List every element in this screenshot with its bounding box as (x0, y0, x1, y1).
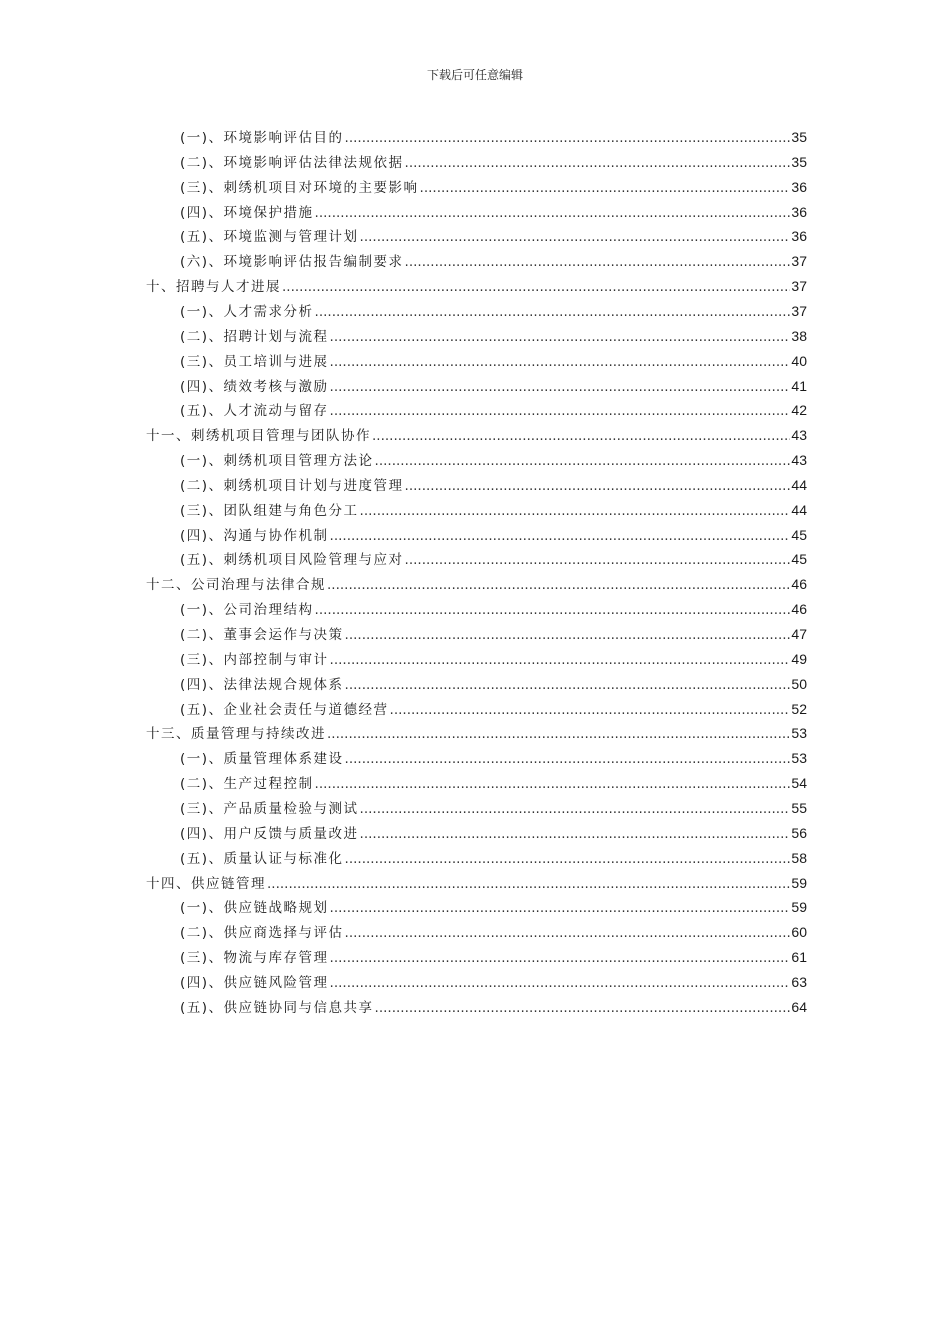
toc-section-entry[interactable] (180, 623, 807, 643)
toc-dot-leader (345, 130, 791, 146)
toc-dot-leader (330, 900, 791, 916)
toc-entry-title: (二)、招聘计划与流程 (180, 328, 329, 345)
toc-dot-leader (345, 627, 791, 643)
toc-entry-title: (四)、环境保护措施 (180, 204, 314, 221)
toc-dot-leader (267, 876, 790, 892)
toc-dot-leader (330, 528, 791, 544)
toc-entry-title: (六)、环境影响评估报告编制要求 (180, 254, 404, 271)
toc-page-number: 58 (791, 849, 807, 866)
toc-chapter-entry[interactable] (146, 722, 807, 742)
toc-dot-leader (360, 826, 791, 842)
toc-page-number: 35 (791, 129, 807, 145)
toc-entry-title: (一)、环境影响评估目的 (180, 130, 344, 146)
toc-dot-leader (390, 702, 791, 718)
toc-page-number: 35 (791, 153, 807, 170)
toc-page-number: 37 (791, 278, 807, 295)
toc-section-entry[interactable] (180, 250, 807, 270)
toc-page-number: 59 (791, 899, 807, 916)
toc-entry-title: (五)、刺绣机项目风险管理与应对 (180, 552, 404, 569)
toc-dot-leader (405, 552, 791, 568)
toc-page-number: 46 (791, 601, 807, 618)
toc-page-number: 43 (791, 452, 807, 469)
toc-entry-title: (三)、产品质量检验与测试 (180, 800, 359, 817)
toc-page-number: 45 (791, 526, 807, 543)
toc-entry-title: (四)、供应链风险管理 (180, 974, 329, 991)
toc-entry-title: (一)、刺绣机项目管理方法论 (180, 453, 374, 470)
toc-page-number: 50 (791, 675, 807, 692)
toc-entry-title: (一)、人才需求分析 (180, 303, 314, 320)
toc-entry-title: (五)、质量认证与标准化 (180, 850, 344, 867)
toc-dot-leader (315, 776, 791, 792)
toc-section-entry[interactable] (180, 325, 807, 345)
toc-page-number: 60 (791, 924, 807, 941)
toc-entry-title: 十、招聘与人才进展 (146, 279, 281, 296)
toc-entry-title: (四)、法律法规合规体系 (180, 676, 344, 693)
toc-entry-title: (四)、绩效考核与激励 (180, 378, 329, 395)
toc-dot-leader (375, 453, 791, 469)
toc-section-entry[interactable] (180, 300, 807, 320)
toc-dot-leader (327, 577, 790, 593)
toc-dot-leader (315, 602, 791, 618)
toc-dot-leader (345, 677, 791, 693)
toc-entry-title: (五)、供应链协同与信息共享 (180, 999, 374, 1016)
toc-page-number: 44 (791, 476, 807, 493)
toc-section-entry[interactable] (180, 225, 807, 245)
toc-dot-leader (405, 254, 791, 270)
toc-section-entry[interactable] (180, 176, 807, 196)
toc-section-entry[interactable] (180, 797, 807, 817)
toc-entry-title: (三)、物流与库存管理 (180, 950, 329, 967)
toc-section-entry[interactable] (180, 126, 807, 146)
toc-dot-leader (360, 229, 791, 245)
toc-page-number: 38 (791, 327, 807, 344)
toc-section-entry[interactable] (180, 375, 807, 395)
toc-dot-leader (330, 354, 791, 370)
toc-entry-title: (五)、人才流动与留存 (180, 403, 329, 420)
toc-dot-leader (345, 751, 791, 767)
toc-page-number: 44 (791, 501, 807, 518)
toc-section-entry[interactable] (180, 921, 807, 941)
toc-page-number: 53 (791, 725, 807, 742)
toc-entry-title: (五)、企业社会责任与道德经营 (180, 701, 389, 718)
toc-section-entry[interactable] (180, 772, 807, 792)
toc-entry-title: 十三、质量管理与持续改进 (146, 726, 326, 743)
toc-entry-title: (一)、供应链战略规划 (180, 900, 329, 917)
toc-chapter-entry[interactable] (146, 275, 807, 295)
toc-dot-leader (360, 503, 791, 519)
toc-section-entry[interactable] (180, 747, 807, 767)
toc-entry-title: (一)、质量管理体系建设 (180, 751, 344, 768)
toc-dot-leader (372, 428, 790, 444)
toc-page-number: 49 (791, 650, 807, 667)
toc-page-number: 36 (791, 228, 807, 245)
toc-dot-leader (315, 304, 791, 320)
toc-entry-title: 十一、刺绣机项目管理与团队协作 (146, 428, 371, 445)
toc-section-entry[interactable] (180, 548, 807, 568)
toc-page-number: 54 (791, 775, 807, 792)
toc-section-entry[interactable] (180, 847, 807, 867)
toc-dot-leader (420, 180, 791, 196)
toc-page-number: 63 (791, 973, 807, 990)
toc-page-number: 42 (791, 402, 807, 419)
toc-entry-title: (三)、刺绣机项目对环境的主要影响 (180, 179, 419, 196)
toc-page-number: 61 (791, 949, 807, 966)
toc-page-number: 55 (791, 799, 807, 816)
toc-chapter-entry[interactable] (146, 573, 807, 593)
toc-page-number: 53 (791, 750, 807, 767)
toc-page-number: 43 (791, 427, 807, 444)
toc-dot-leader (405, 478, 791, 494)
toc-entry-title: (五)、环境监测与管理计划 (180, 229, 359, 246)
toc-page-number: 56 (791, 824, 807, 841)
toc-dot-leader (327, 726, 790, 742)
toc-entry-title: (二)、刺绣机项目计划与进度管理 (180, 477, 404, 494)
toc-section-entry[interactable] (180, 201, 807, 221)
toc-page-number: 64 (791, 998, 807, 1015)
toc-entry-title: 十四、供应链管理 (146, 875, 266, 892)
toc-chapter-entry[interactable] (146, 424, 807, 444)
toc-dot-leader (315, 205, 791, 221)
toc-section-entry[interactable] (180, 524, 807, 544)
toc-entry-title: (二)、环境影响评估法律法规依据 (180, 154, 404, 171)
toc-entry-title: (二)、生产过程控制 (180, 776, 314, 793)
toc-dot-leader (330, 403, 791, 419)
toc-dot-leader (345, 851, 791, 867)
toc-section-entry[interactable] (180, 673, 807, 693)
toc-section-entry[interactable] (180, 151, 807, 171)
toc-dot-leader (330, 975, 791, 991)
toc-section-entry[interactable] (180, 598, 807, 618)
toc-page-number: 46 (791, 576, 807, 593)
toc-entry-title: 十二、公司治理与法律合规 (146, 577, 326, 594)
toc-section-entry[interactable] (180, 499, 807, 519)
toc-page-number: 41 (791, 377, 807, 394)
toc-entry-title: (四)、用户反馈与质量改进 (180, 825, 359, 842)
toc-dot-leader (330, 379, 791, 395)
toc-page-number: 37 (791, 302, 807, 319)
toc-page-number: 45 (791, 551, 807, 568)
toc-page-number: 40 (791, 352, 807, 369)
toc-entry-title: (四)、沟通与协作机制 (180, 527, 329, 544)
toc-page-number: 47 (791, 626, 807, 642)
toc-section-entry[interactable] (180, 474, 807, 494)
toc-entry-title: (三)、内部控制与审计 (180, 651, 329, 668)
toc-dot-leader (330, 950, 791, 966)
toc-page-number: 36 (791, 178, 807, 195)
toc-section-entry[interactable] (180, 648, 807, 668)
toc-entry-title: (一)、公司治理结构 (180, 602, 314, 619)
toc-section-entry[interactable] (180, 449, 807, 469)
toc-dot-leader (345, 925, 791, 941)
page-header: 下载后可任意编辑 (426, 68, 523, 82)
toc-section-entry[interactable] (180, 971, 807, 991)
toc-dot-leader (405, 155, 791, 171)
toc-section-entry[interactable] (180, 350, 807, 370)
toc-dot-leader (375, 1000, 791, 1016)
toc-entry-title: (三)、员工培训与进展 (180, 353, 329, 370)
toc-page-number: 36 (791, 203, 807, 220)
toc-chapter-entry[interactable] (146, 872, 807, 892)
toc-page-number: 37 (791, 253, 807, 270)
toc-dot-leader (330, 652, 791, 668)
toc-entry-title: (二)、董事会运作与决策 (180, 627, 344, 643)
toc-section-entry[interactable] (180, 896, 807, 916)
toc-section-entry[interactable] (180, 996, 807, 1016)
toc-page-number: 59 (791, 874, 807, 891)
toc-section-entry[interactable] (180, 822, 807, 842)
toc-dot-leader (360, 801, 791, 817)
toc-section-entry[interactable] (180, 399, 807, 419)
toc-dot-leader (282, 279, 790, 295)
toc-dot-leader (330, 329, 791, 345)
toc-page-number: 52 (791, 700, 807, 717)
toc-entry-title: (二)、供应商选择与评估 (180, 925, 344, 942)
toc-section-entry[interactable] (180, 698, 807, 718)
toc-section-entry[interactable] (180, 946, 807, 966)
toc-entry-title: (三)、团队组建与角色分工 (180, 502, 359, 519)
